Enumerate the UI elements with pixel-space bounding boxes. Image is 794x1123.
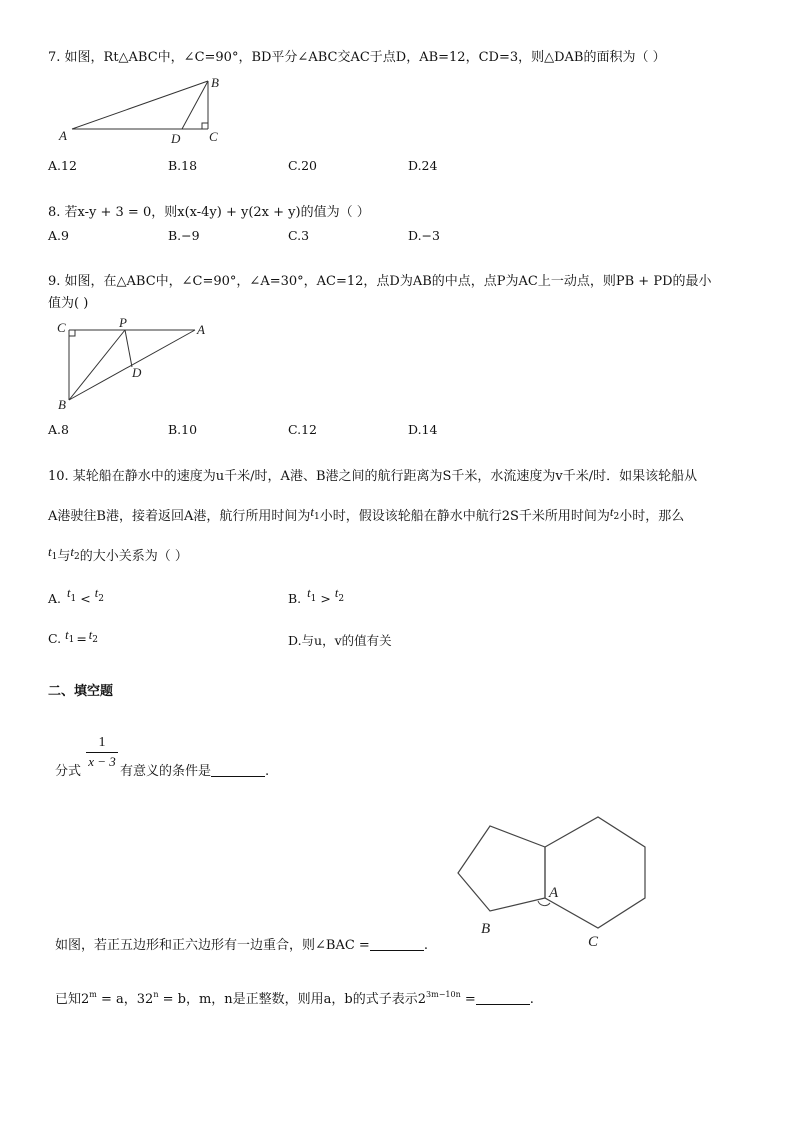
q7-option-a[interactable]: A.12	[48, 158, 77, 173]
fill-3-answer-blank[interactable]	[476, 992, 530, 1005]
fill-1-answer-blank[interactable]	[211, 764, 265, 777]
fill-1-fraction	[86, 734, 118, 771]
q8-option-a[interactable]: A.9	[48, 228, 69, 243]
section-2-heading: 二、填空题	[48, 684, 114, 699]
q8-option-b[interactable]: B.−9	[168, 228, 200, 243]
fill-1-suffix: 有意义的条件是 .	[120, 764, 270, 779]
question-9-stem-line1: 9. 如图，在△ABC中，∠C=90°，∠A=30°，AC=12，点D为AB的中点，点P为AC上一动点，则PB + PD的最小	[48, 274, 712, 289]
fill-2-label-a: A	[549, 885, 559, 901]
q9-option-a[interactable]: A.8	[48, 422, 69, 437]
q10-option-a[interactable]: A. $t^1 < t^2$	[48, 586, 104, 606]
fill-3-text: 已知$2^m = a$，$32^n = b$，m，n是正整数，则用a，b的式子表示$2^{3m-10n}$ = .	[55, 990, 534, 1007]
question-7-figure	[55, 74, 230, 149]
question-7-stem: 7. 如图，Rt△ABC中，∠C=90°，BD平分∠ABC交AC于点D，AB=12，CD=3，则△DAB的面积为（ ）	[48, 50, 666, 65]
question-9-figure	[52, 315, 217, 415]
question-10-line1: 10. 某轮船在静水中的速度为u千米/时，A港、B港之间的航行距离为S千米，水流速度为v千米/时．如果该轮船从	[48, 469, 698, 484]
q9-label-p: P	[119, 315, 127, 330]
fill-2-text: 如图，若正五边形和正六边形有一边重合，则∠BAC = .	[55, 938, 428, 953]
question-8-stem: 8. 若x-y + 3 = 0，则x(x-4y) + y(2x + y)的值为（ ）	[48, 205, 370, 220]
q7-label-a: A	[59, 128, 67, 143]
q9-option-d[interactable]: D.14	[408, 422, 438, 437]
fraction-numerator: 1	[98, 735, 106, 750]
fill-2-answer-blank[interactable]	[370, 938, 424, 951]
fraction-denominator: x − 3	[86, 752, 118, 771]
fill-2-label-c: C	[588, 934, 599, 950]
question-9-stem-line2: 值为( )	[48, 296, 89, 311]
q9-label-b: B	[58, 397, 66, 412]
fill-2-figure	[448, 810, 658, 952]
q9-option-c[interactable]: C.12	[288, 422, 317, 437]
q7-option-b[interactable]: B.18	[168, 158, 198, 173]
q7-label-b: B	[211, 75, 219, 90]
q10-option-d[interactable]: D.与u，v的值有关	[288, 633, 392, 648]
q7-label-d: D	[171, 131, 181, 146]
q8-option-d[interactable]: D.−3	[408, 228, 440, 243]
q7-option-d[interactable]: D.24	[408, 158, 438, 173]
q7-option-c[interactable]: C.20	[288, 158, 317, 173]
q7-label-c: C	[209, 129, 218, 144]
fill-1-prefix: 分式	[55, 764, 82, 779]
question-10-line3: t1与t2的大小关系为（ ）	[48, 544, 188, 564]
q10-option-b[interactable]: B. $t^1 > t^2$	[288, 586, 345, 606]
fill-2-label-b: B	[481, 921, 491, 937]
q8-option-c[interactable]: C.3	[288, 228, 310, 243]
question-10-line2: A港驶往B港，接着返回A港，航行所用时间为t1小时，假设该轮船在静水中航行2S千米所用时间为t2小时，那么	[48, 504, 685, 524]
q9-option-b[interactable]: B.10	[168, 422, 198, 437]
q9-label-d: D	[132, 365, 142, 380]
q9-label-a: A	[197, 322, 205, 337]
q10-option-c[interactable]: C. t1 = t2	[48, 628, 99, 646]
q9-label-c: C	[57, 320, 66, 335]
